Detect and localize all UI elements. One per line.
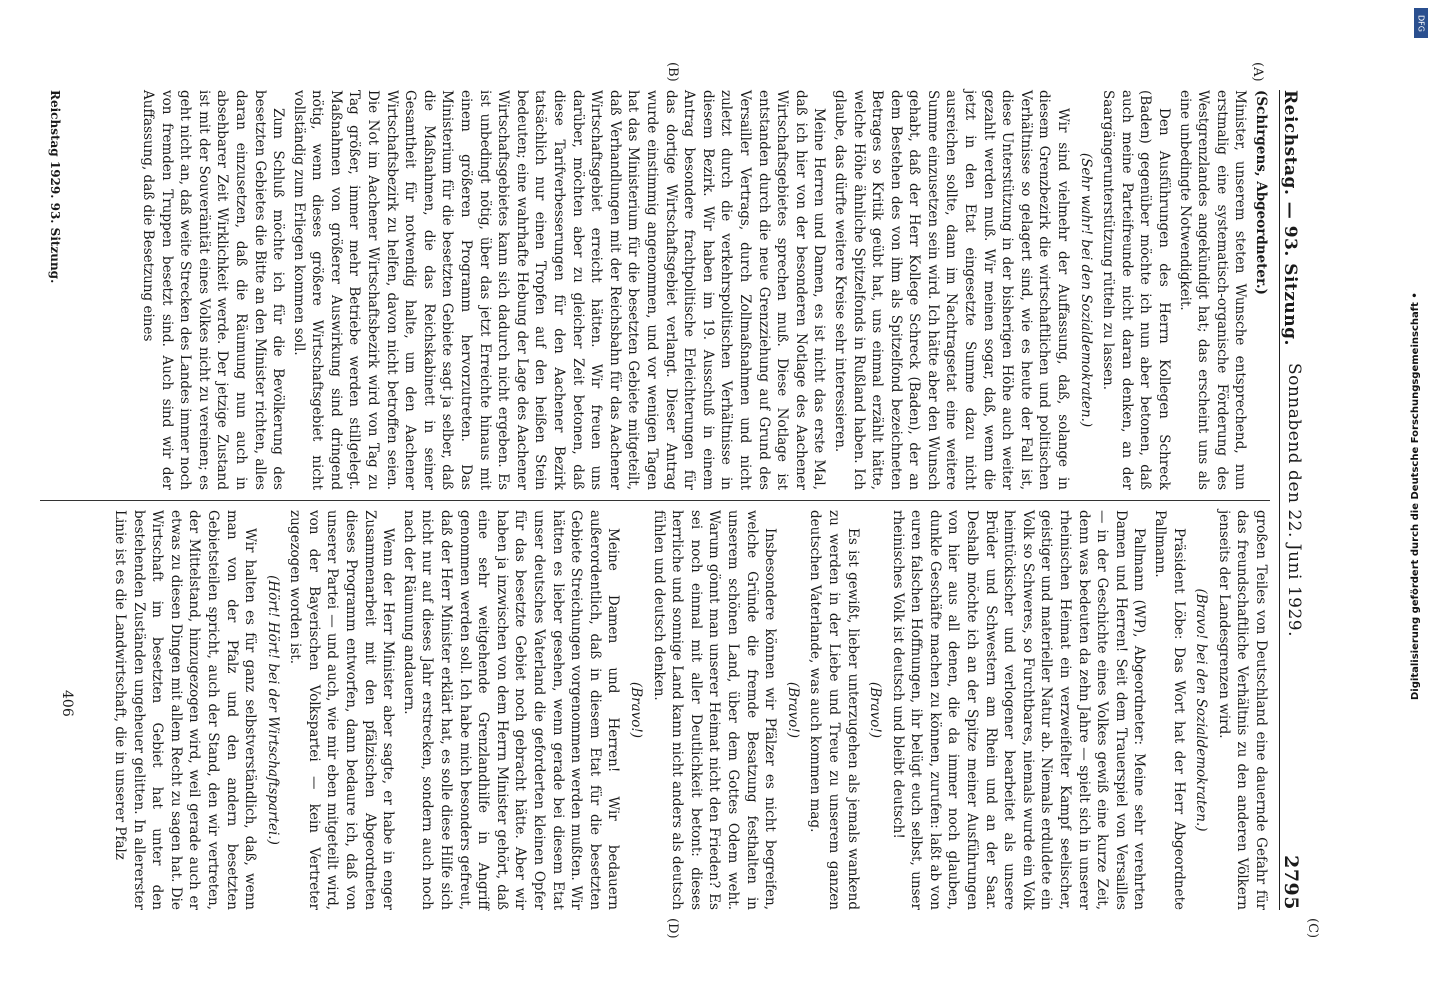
paragraph: Präsident Löbe: Das Wort hat der Herr Abgeordnete Pallmann. xyxy=(1152,510,1187,910)
column-divider xyxy=(40,500,1270,501)
paragraph: Zum Schluß möchte ich für die Bevölkerung des besetzten Gebietes die Bitte an den Minister richten, alles daran einzusetzen, daß die Räumung nun auch in absehbarer Zeit Wirklichkeit werde. Der jetzige Zustand ist mit der Souveränität eines Volkes nicht zu vereinen; es geht nicht an, daß weite Strecken des Landes immer noch von fremden Truppen besetzt sind. Auch sind wir der Auffassung, daß die Besetzung eines xyxy=(139,90,287,490)
right-column xyxy=(108,510,1270,910)
paragraph: Wenn der Herr Minister aber sagte, er habe in enger Zusammenarbeit mit den pfälzischen Abgeordneten dieses Programm entworfen, dann bedaure ich, daß von unserer Partei — und auch, wie mir eben mitgeteilt wird, von der Bayerischen Volkspartei — kein Vertreter zugezogen worden ist. xyxy=(287,510,397,910)
reaction-line: (Bravo! bei den Sozialdemokraten.) xyxy=(1193,588,1210,832)
margin-marker-a: (A) xyxy=(1250,62,1265,82)
sheet-number: 406 xyxy=(59,690,75,717)
header-date: Sonnabend den 22. Juni 1929. xyxy=(1284,362,1304,638)
reaction-line: (Bravo!) xyxy=(867,681,884,739)
margin-marker-b: (B) xyxy=(665,62,680,82)
page-footer: Reichstag 1929. 93. Sitzung. xyxy=(48,90,62,284)
digitization-credit xyxy=(1404,0,1434,1000)
header-session: Reichstag. — 93. Sitzung. xyxy=(1280,90,1300,346)
paragraph: Meine Damen und Herren! Wir bedauern außerordentlich, daß in diesem Etat für die besetzten Gebiete Streichungen vorgenommen werden mußten. Wir hätten es lieber gesehen, wenn gerade bei diesem Etat unser deutsches Vaterland die geforderten kleinen Opfer für das besetzte Gebiet noch gebracht hätte. Aber wir haben ja inzwischen von dem Herrn Minister gehört, daß eine sehr weitgehende Grenzlandhilfe in Angriff genommen werden soll. Ich habe mich besonders gefreut, daß der Herr Minister erklärt hat, es solle diese Hilfe sich nicht nur auf dieses Jahr erstrecken, sondern auch noch nach der Räumung andauern. xyxy=(400,510,622,910)
reaction-line: (Hört! Hört! bei der Wirtschaftspartei.) xyxy=(264,575,281,845)
paragraph: großen Teiles von Deutschland eine dauernde Gefahr für das freundschaftliche Verhältnis zu den anderen Völkern jenseits der Landesgrenzen wird. xyxy=(1215,510,1269,910)
paragraph: Minister, unserem steten Wunsche entsprechend, nun erstmalig eine systematisch-organische Förderung des Westgrenzlandes angekündigt hat; das erscheint uns als eine unbedingte Notwendigkeit. xyxy=(1176,90,1249,490)
credit-text: Digitalisierung gefördert durch die Deutsche Forschungsgemeinschaft • xyxy=(1410,292,1421,700)
page-header xyxy=(1279,90,1320,910)
reaction-line: (Sehr wahr! bei den Sozialdemokraten.) xyxy=(1077,152,1094,428)
paragraph: Meine Herren und Damen, es ist nicht das erste Mal, daß ich hier von der besonderen Notlage des Aachener Wirtschaftsgebietes sprechen muß. Diese Notlage ist entstanden durch die neue Grenzziehung auf Grund des Versailler Vertrags, durch Zollmaßnahmen und nicht zuletzt durch die verkehrspolitischen Verhältnisse in diesem Bezirk. Wir haben im 19. Ausschuß in einem Antrag besondere frachtpolitische Erleichterungen für das dortige Wirtschaftsgebiet verlangt. Dieser Antrag wurde einstimmig angenommen, und vor wenigen Tagen hat das Ministerium für die besetzten Gebiete mitgeteilt, daß Verhandlungen mit der Reichsbahn für das Aachener Wirtschaftsgebiet erreicht hätten. Wir freuen uns darüber, möchten aber zu gleicher Zeit betonen, daß diese Tarifverbesserungen für den Aachener Bezirk tatsächlich nur einen Tropfen auf den heißen Stein bedeuten; eine wahrhafte Hebung der Lage des Aachener Wirtschaftsgebietes kann sich dadurch nicht ergeben. Es ist unbedingt nötig, über das jetzt Erreichte hinaus mit einem größeren Programm hervorzutreten. Das Ministerium für die besetzten Gebiete sagt ja selber, daß die Maßnahmen, die das Reichskabinett in seiner Gesamtheit für notwendig halte, um den Aachener Wirtschaftsbezirk zu helfen, davon nicht betroffen seien. Die Not im Aachener Wirtschaftsbezirk wird von Tag zu Tag größer, immer mehr Betriebe werden stillgelegt. Maßnahmen von größerer Auswirkung sind dringend nötig, wenn dieses größere Wirtschaftsgebiet nicht vollständig zum Erliegen kommen soll. xyxy=(290,90,828,490)
paragraph: Es ist gewißt, lieber unterzugehen als jemals wankend zu werden in der Liebe und Treue zu unserem ganzen deutschen Vaterlande, was auch kommen mag. xyxy=(807,510,861,910)
left-column xyxy=(136,90,1270,490)
paragraph: Den Ausführungen des Herrn Kollegen Schreck (Baden) gegenüber möchte ich nun aber betonen, daß auch meine Parteifreunde nicht daran denken, an der Saargängerunterstützung rütteln zu lassen. xyxy=(1100,90,1173,490)
paragraph: Pallmann (WP), Abgeordneter: Meine sehr verehrten Damen und Herren! Seit dem Trauerspiel von Versailles — in der Geschichte eines Volkes gewiß eine kurze Zeit, denn was bedeuten da zehn Jahre — spielt sich in unserer rheinischen Heimat ein verzweifelter Kampf seelischer, geistiger und materieller Natur ab. Niemals erduldete ein Volk so Schweres, so Furchtbares, niemals wurde ein Volk heimtückischer und verlogener bearbeitet als unsere Brüder und Schwestern am Rhein und an der Saar. Deshalb möchte ich an der Spitze meiner Ausführungen von hier aus all denen, die da immer noch glauben, dunkle Geschäfte machen zu können, zurufen: laßt ab von euren falschen Hoffnungen, ihr belügt euch selbst, unser rheinisches Volk ist deutsch und bleibt deutsch! xyxy=(889,510,1148,910)
page-number: 2795 xyxy=(1280,855,1302,910)
margin-marker-d: (D) xyxy=(665,918,680,939)
dfg-logo-icon: DFG xyxy=(1414,8,1428,38)
paragraph: Insbesondere können wir Pfälzer es nicht begreifen, welche Gründe die fremde Besatzung festhalten in unserem schönen Land, über dem Gottes Odem weht. Warum gönnt man unserer Heimat nicht den Frieden? Es sei noch einmal mit aller Deutlichkeit betont: dieses herrliche und sonnige Land kann nicht anders als deutsch fühlen und deutsch denken. xyxy=(650,510,779,910)
speaker-line: (Schirgens, Abgeordneter.) xyxy=(1253,90,1269,295)
paragraph: Wir halten es für ganz selbstverständlich, daß, wenn man von der Pfalz und den andern besetzten Gebietsteilen spricht, auch der Stand, den wir vertreten, der Mittelstand, hinzugezogen wird, weil gerade auch er etwas zu diesen Dingen mit allem Recht zu sagen hat. Die Wirtschaft im besetzten Gebiet hat unter den bestehenden Zuständen ungeheuer gelitten. In allererster Linie ist es die Landwirtschaft, die in unserer Pfalz xyxy=(111,510,259,910)
reaction-line: (Bravo!) xyxy=(628,681,644,739)
reaction-line: (Bravo!) xyxy=(784,681,801,739)
margin-marker-c: (C) xyxy=(1305,918,1320,939)
paragraph: Wir sind vielmehr der Auffassung, daß, solange in diesem Grenzbezirk die wirtschaftlichen und politischen Verhältnisse so gelagert sind, wie es heute der Fall ist, diese Unterstützung in der bisherigen Höhe auch weiter gezahlt werden muß. Wir meinen sogar, daß, wenn die jetzt in den Etat eingesetzte Summe dazu nicht ausreichen sollte, dann im Nachtragsetat eine weitere Summe einzusetzen sein wird. Ich hätte aber den Wunsch gehabt, daß der Herr Kollege Schreck (Baden), der an dem Bestehen des von ihm als Spitzelfond bezeichneten Betrages so Kritik geübt hat, uns einmal erzählt hätte, welche Höhe ähnliche Spitzelfonds in Rußland haben. Ich glaube, das dürfte weitere Kreise sehr interessieren. xyxy=(831,90,1072,490)
